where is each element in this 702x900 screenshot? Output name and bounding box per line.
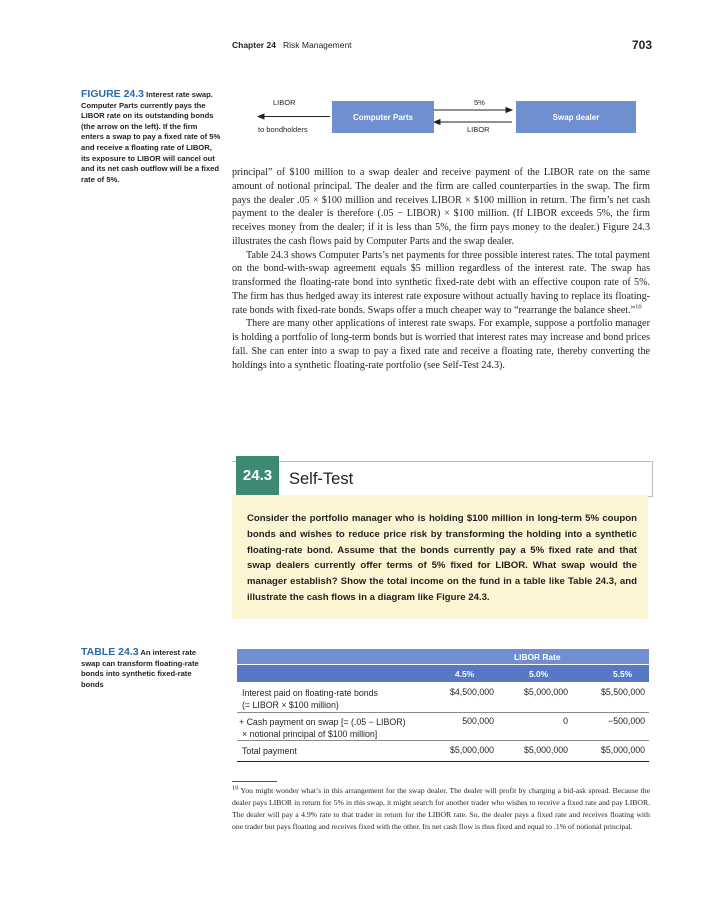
column-header: 5.5% [613,669,633,679]
table-row [237,682,649,713]
cell-value: $5,000,000 [523,745,568,755]
row-label: Total payment [242,746,297,756]
self-test-text: Consider the portfolio manager who is holding $100 million in long-term 5% coupon bonds and wishes to reduce price risk by transforming the holding into a synthetic floating-rate bond. Assume that the bonds currently pay a 5% fixed rate and that swap dealers currently offer terms of 5% fixed for LIBOR. What swap would the manager establish? Show the total income on the fund in a table like Table 24.3, and illustrate the cash flows in a diagram like Figure 24.3. [247,513,637,603]
cell-value: $5,500,000 [600,687,645,697]
section-label: Risk Management [283,40,352,50]
libor-rate-header: LIBOR Rate [514,652,561,662]
row-label [239,716,406,740]
row-label-line: (= LIBOR × $100 million) [242,700,339,710]
table-caption-text: An interest rate swap can transform floating-rate bonds into synthetic fixed-rate bonds [81,648,199,689]
table-group-header [237,649,649,664]
column-header: 5.0% [529,669,549,679]
arrow-libor-to-firm [434,120,512,125]
paragraph-2 [232,249,650,318]
swap-dealer-box: Swap dealer [516,101,636,133]
arrow-left-bottom-label: to bondholders [258,125,308,134]
chapter-label: Chapter 24 [232,40,276,50]
table-caption [81,647,211,690]
arrow-left-top-label: LIBOR [273,98,296,107]
body-text [232,166,650,372]
footnote [232,785,650,833]
cell-value: 500,000 [462,716,494,726]
footnote-ref: 10 [635,303,642,311]
paragraph-1: principal” of $100 million to a swap dealer and receive payment of the LIBOR rate on the same amount of notional principal. The dealer and the firm are called counterparties in the swap. The firm pays the dealer .05 × $100 million and receives LIBOR × $100 million in return. The firm’s net cash payment to the dealer is therefore (.05 − LIBOR) × $100 million. (If LIBOR exceeds 5%, the firm receives money from the dealer; if it is less than 5%, the firm pays money to the dealer.) Figure 24.3 illustrates the cash flows paid by Computer Parts and the swap dealer. [232,167,650,247]
row-label [242,687,378,711]
arrow-to-bondholders [258,114,330,119]
computer-parts-box: Computer Parts [332,101,434,133]
row-label-line: Interest paid on floating-rate bonds [242,688,378,698]
cell-value: $4,500,000 [449,687,494,697]
cell-value: −500,000 [608,716,645,726]
arrow-mid-top-label: 5% [474,98,485,107]
table-row [237,741,649,762]
cell-value: $5,000,000 [523,687,568,697]
row-label-line: × notional principal of $100 million] [242,729,378,739]
cell-value: $5,000,000 [600,745,645,755]
footnote-text: You might wonder what’s in this arrangement for the swap dealer. The dealer will profit by charging a bid-ask spread. Because the dealer pays LIBOR in return for 5% in this swap, it might search for another trader who wishes to receive a fixed rate and pay LIBOR. The dealer will pay a 4.9% rate to that trader in return for the LIBOR rate. So, the dealer pays a fixed rate and receives floating with one trader but pays floating and receives fixed with the other. Its net cash flow is thus fixed and equal to .1% of notional principal. [232,786,650,831]
figure-label: FIGURE 24.3 [81,88,145,100]
footnote-rule [232,781,277,782]
table-column-header-row [237,664,649,682]
table-row [237,713,649,741]
footnote-number: 10 [232,784,239,792]
arrow-fixed-to-dealer [434,108,512,113]
paragraph-2-text: Table 24.3 shows Computer Parts’s net payments for three possible interest rates. The total payment on the bond-with-swap agreement equals $5 million regardless of the interest rate. The swap has transformed the floating-rate bond into synthetic fixed-rate debt with an effective coupon rate of 5%. The firm has thus hedged away its interest rate exposure without actually having to replace its floating-rate bonds with fixed-rate bonds. Swaps offer a much cheaper way to “rearrange the balance sheet.” [232,249,650,316]
self-test-title: Self-Test [289,470,354,488]
arrow-mid-bottom-label: LIBOR [467,125,490,134]
column-header: 4.5% [455,669,475,679]
row-label-line: + Cash payment on swap [= (.05 − LIBOR) [239,717,406,727]
paragraph-3: There are many other applications of interest rate swaps. For example, suppose a portfolio manager is holding a portfolio of long-term bonds but is worried that interest rates may increase and bond prices fall. She can enter into a swap to pay a fixed rate and receive a floating rate, thereby converting the holdings into a synthetic floating-rate portfolio (see Self-Test 24.3). [232,318,650,371]
cell-value: 0 [563,716,568,726]
self-test-number: 24.3 [236,456,279,495]
table-label: TABLE 24.3 [81,646,139,658]
figure-caption-text: Interest rate swap. Computer Parts currently pays the LIBOR rate on its outstanding bonds (the arrow on the left). If the firm enters a swap to pay a fixed rate of 5% and receive a floating rate of LIBOR, its exposure to LIBOR will cancel out and its net cash outflow will be a fixed rate of 5%. [81,90,221,184]
page-number: 703 [631,38,652,52]
cell-value: $5,000,000 [449,745,494,755]
table-24-3 [237,649,649,762]
